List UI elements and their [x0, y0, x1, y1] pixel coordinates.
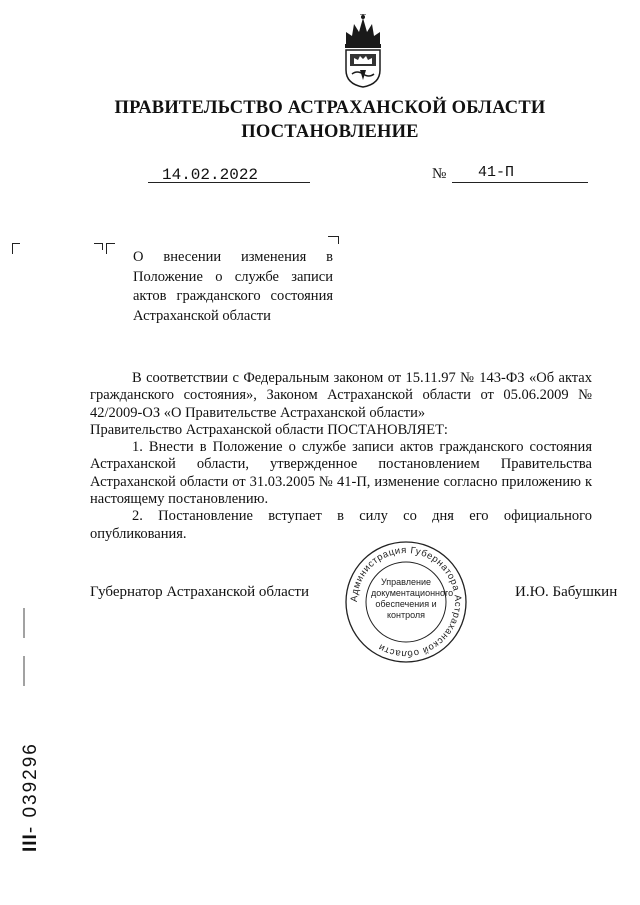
- organization-heading: ПРАВИТЕЛЬСТВО АСТРАХАНСКОЙ ОБЛАСТИ: [114, 98, 546, 118]
- margin-marks: [22, 608, 26, 688]
- signatory-name: И.Ю. Бабушкин: [515, 584, 618, 600]
- document-date: 14.02.2022: [162, 166, 259, 184]
- document-subject: О внесении изменения в Положение о службе записи актов гражданского состояния Астраханской области: [133, 249, 333, 324]
- corner-mark: [328, 236, 339, 244]
- preamble-paragraph: В соответствии с Федеральным законом от 15.11.97 № 143-ФЗ «Об актах гражданского состояния», Законом Астраханской области от 05.06.2009 № 42/2009-ОЗ «О Правительстве Астраханской области»: [90, 370, 592, 421]
- resolution-line: Правительство Астраханской области ПОСТАНОВЛЯЕТ:: [90, 421, 448, 438]
- corner-mark: [94, 243, 103, 250]
- coat-of-arms-icon: [340, 14, 386, 88]
- document-number: 41-П: [478, 164, 515, 181]
- stamp-outer-text: Администрация Губернатора Астраханской области: [348, 544, 464, 660]
- clause-2: 2. Постановление вступает в силу со дня его официального опубликования.: [90, 508, 592, 542]
- serial-number: - 039296: [20, 742, 41, 834]
- document-body: [90, 370, 592, 543]
- clause-1: 1. Внести в Положение о службе записи актов гражданского состояния Астраханской области, утвержденное постановлением Правительства Астраханской области от 31.03.2005 № 41-П, изменение согласно приложению к настоящему постановлению.: [90, 439, 592, 508]
- form-serial-number: [0, 712, 40, 852]
- serial-series: III: [20, 833, 41, 852]
- number-label: №: [432, 166, 447, 182]
- date-underline: [148, 182, 310, 183]
- corner-mark: [106, 243, 115, 254]
- number-underline: [452, 182, 588, 183]
- document-type-heading: ПОСТАНОВЛЕНИЕ: [241, 122, 419, 142]
- corner-mark: [12, 243, 20, 254]
- signatory-title: Губернатор Астраханской области: [90, 584, 310, 600]
- stamp-inner-text: Управление документационного обеспечения и контроля: [371, 577, 454, 620]
